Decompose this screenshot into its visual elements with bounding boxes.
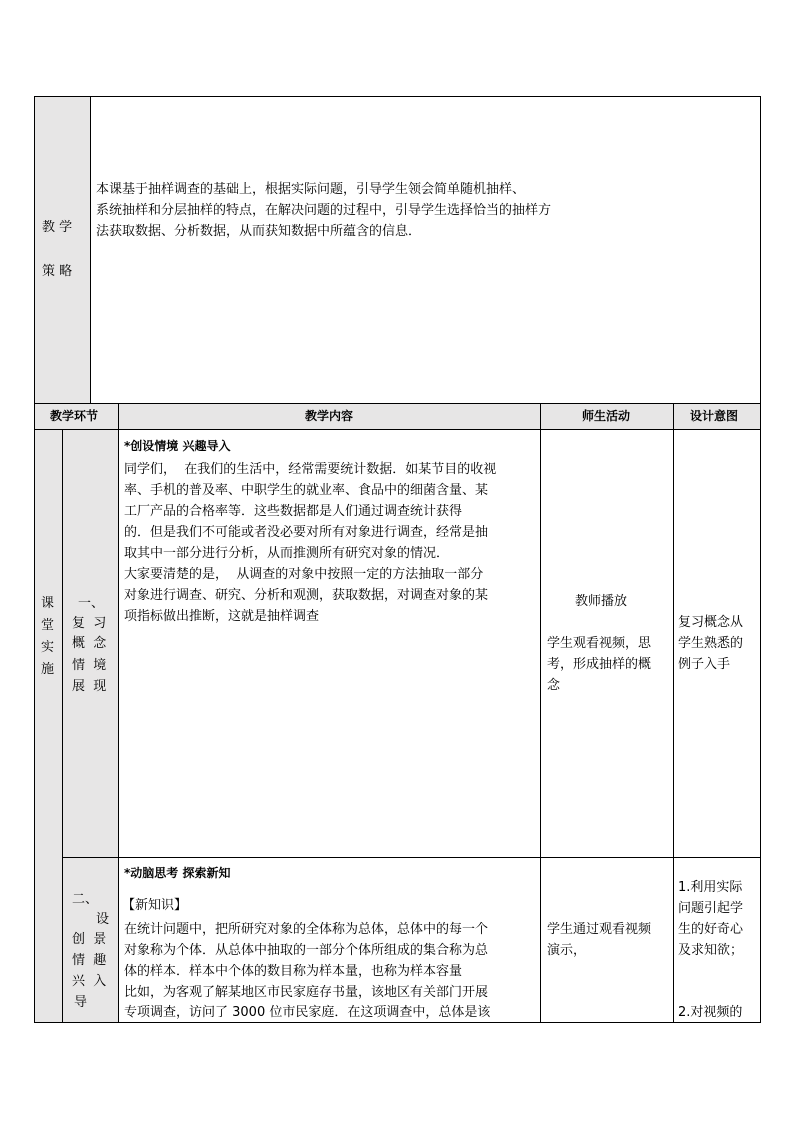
rule-impl-stage <box>62 429 63 1023</box>
row1-line: 工厂产品的合格率等．这些数据都是人们通过调查统计获得 <box>124 504 463 519</box>
row1-activity-line: 念 <box>547 678 561 693</box>
row2-intent-line: 1.利用实际 <box>678 880 743 895</box>
rule-activity-intent <box>673 403 674 1023</box>
table-border-left <box>34 96 35 1023</box>
row1-stage-line: 展 现 <box>72 679 107 694</box>
row2-intent-line: 及求知欲； <box>678 943 744 958</box>
row1-line: 取其中一部分进行分析，从而推测所有研究对象的情况． <box>124 546 450 561</box>
row1-line: 率、手机的普及率、中职学生的就业率、食品中的细菌含量、某 <box>124 483 489 498</box>
table-border-right <box>760 96 761 1023</box>
strategy-label-cell <box>34 97 90 403</box>
rule-strategy-label <box>90 96 91 403</box>
row2-intent-line: 问题引起学 <box>678 901 744 916</box>
row2-line: 在统计问题中，把所研究对象的全体称为总体，总体中的每一个 <box>124 922 489 937</box>
row1-intent-line: 学生熟悉的 <box>678 636 744 651</box>
table-border-top <box>34 96 761 97</box>
row1-intent-line: 复习概念从 <box>678 615 744 630</box>
row1-stage-line: 概 念 <box>72 636 107 651</box>
header-row <box>34 403 760 429</box>
class-impl-char: 施 <box>41 662 55 677</box>
class-impl-cell <box>34 429 62 1023</box>
row1-activity-line: 考，形成抽样的概 <box>547 657 652 672</box>
row1-stage-line: 复 习 <box>72 616 107 631</box>
row2-stage-line: 情 趣 <box>72 953 107 968</box>
rule-stage-content <box>118 403 119 1023</box>
row2-stage-line: 兴 入 <box>72 974 107 989</box>
row1-line: 项指标做出推断，这就是抽样调查 <box>124 609 320 624</box>
class-impl-char: 堂 <box>41 618 55 633</box>
row1-intent-line: 例子入手 <box>678 657 731 672</box>
row2-activity-line: 学生通过观看视频 <box>547 922 652 937</box>
row1-line: 大家要清楚的是， 从调查的对象中按照一定的方法抽取一部分 <box>124 567 484 582</box>
row2-line: 专项调查，访问了 3000 位市民家庭．在这项调查中，总体是该 <box>124 1005 491 1020</box>
header-activity: 师生活动 <box>582 409 631 423</box>
row1-stage-line: 情 境 <box>72 658 107 673</box>
strategy-label-teach: 教 学 <box>42 220 73 235</box>
row1-line: 的．但是我们不可能或者没必要对所有对象进行调查，经常是抽 <box>124 525 489 540</box>
row2-stage-line: 导 <box>74 995 88 1010</box>
rule-strategy-bottom <box>34 403 761 404</box>
class-impl-char: 课 <box>41 596 55 611</box>
rule-row1-bottom <box>62 857 761 858</box>
row2-activity-line: 演示， <box>547 943 587 958</box>
row1-heading: *创设情境 兴趣导入 <box>124 439 231 453</box>
row1-line: 对象进行调查、研究、分析和观测，获取数据，对调查对象的某 <box>124 588 489 603</box>
rule-header-bottom <box>34 429 761 430</box>
row2-stage-line: 设 <box>96 912 110 927</box>
row2-line: 对象称为个体．从总体中抽取的一部分个体所组成的集合称为总 <box>124 943 489 958</box>
row2-heading: *动脑思考 探索新知 <box>124 866 231 880</box>
row2-intent-line: 2.对视频的 <box>678 1005 743 1020</box>
row1-activity-line: 学生观看视频，思 <box>547 636 652 651</box>
row1-line: 同学们， 在我们的生活中，经常需要统计数据．如某节目的收视 <box>124 462 497 477</box>
strategy-line: 法获取数据、分析数据，从而获知数据中所蕴含的信息． <box>96 224 422 239</box>
row2-line: 比如，为客观了解某地区市民家庭存书量，该地区有关部门开展 <box>124 985 489 1000</box>
row1-activity-line: 教师播放 <box>575 594 628 609</box>
strategy-line: 本课基于抽样调查的基础上，根据实际问题，引导学生领会简单随机抽样、 <box>96 182 526 197</box>
row1-stage-line: 一、 <box>78 596 105 611</box>
row2-stage-line: 创 景 <box>72 932 107 947</box>
row2-tag: 【新知识】 <box>122 898 188 913</box>
class-impl-char: 实 <box>41 640 55 655</box>
row2-line: 体的样本．样本中个体的数目称为样本量，也称为样本容量 <box>124 964 463 979</box>
row2-intent-line: 生的好奇心 <box>678 922 744 937</box>
header-stage: 教学环节 <box>50 409 99 423</box>
strategy-line: 系统抽样和分层抽样的特点，在解决问题的过程中，引导学生选择恰当的抽样方 <box>96 203 552 218</box>
header-content: 教学内容 <box>305 409 354 423</box>
strategy-label-strategy: 策 略 <box>42 264 73 279</box>
row2-stage-line: 二、 <box>72 892 99 907</box>
rule-content-activity <box>540 403 541 1023</box>
header-intent: 设计意图 <box>690 409 739 423</box>
